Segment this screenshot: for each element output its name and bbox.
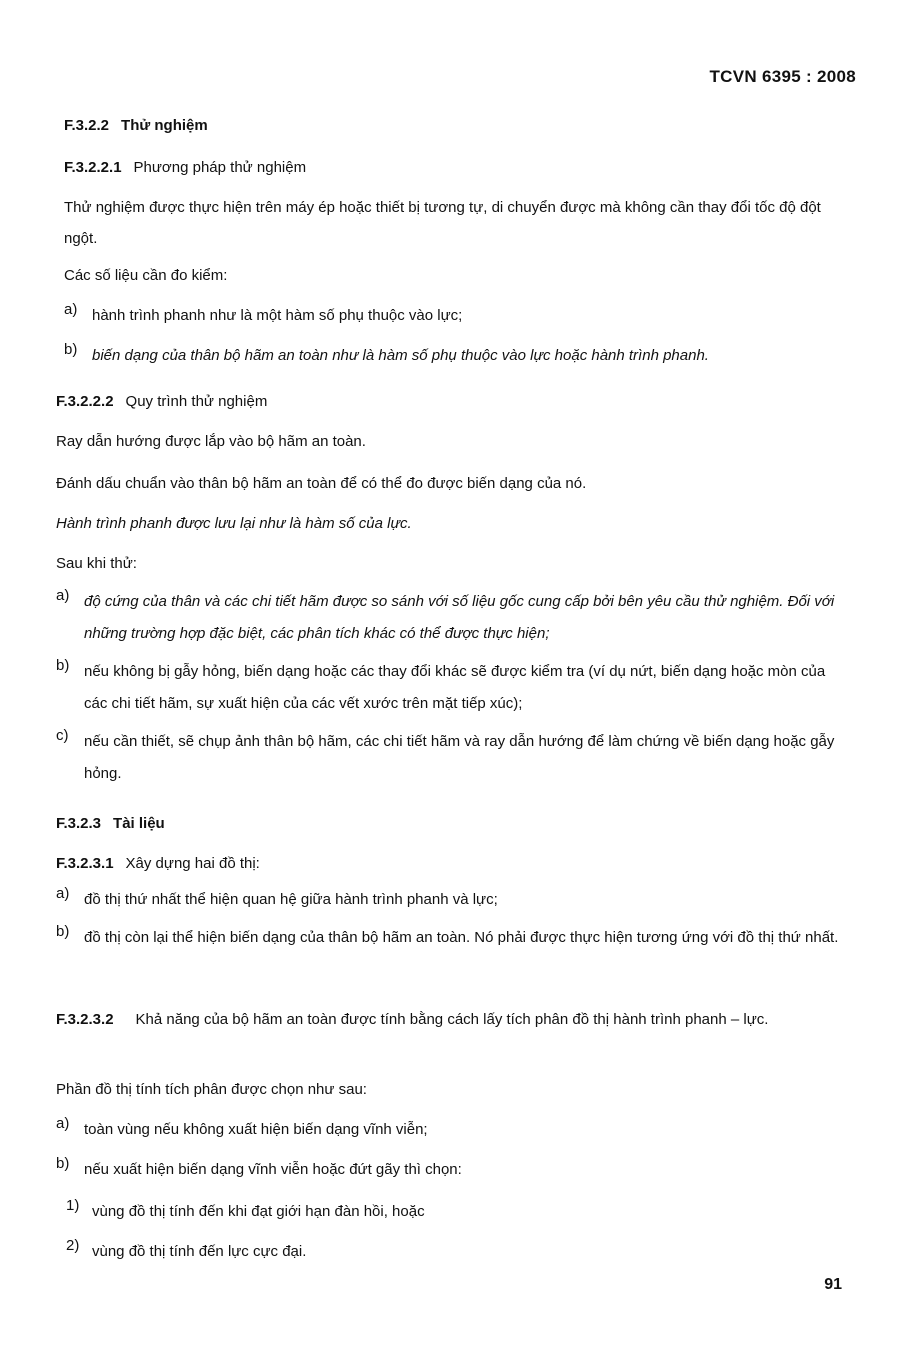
section-title: Phương pháp thử nghiệm — [133, 159, 307, 176]
list-marker: b) — [56, 1155, 70, 1172]
list-item — [56, 586, 848, 650]
section-number: F.3.2.3 — [56, 815, 102, 832]
list — [56, 1114, 848, 1186]
list-marker: a) — [56, 587, 70, 604]
section-title: Quy trình thử nghiệm — [125, 393, 268, 410]
list-text: biến dạng của thân bộ hãm an toàn như là hàm số phụ thuộc vào lực hoặc hành trình phanh. — [92, 347, 709, 364]
list-text: nếu không bị gẫy hỏng, biến dạng hoặc các thay đổi khác sẽ được kiểm tra (ví dụ nứt, biến dạng hoặc mòn của các chi tiết hãm, sự xuất hiện của các vết xước trên mặt tiếp xúc); — [84, 663, 826, 712]
standard-header: TCVN 6395 : 2008 — [709, 67, 856, 86]
list-marker: b) — [64, 341, 78, 358]
list-item — [56, 656, 848, 720]
list-marker: a) — [56, 1115, 70, 1132]
list-text: đồ thị thứ nhất thể hiện quan hệ giữa hành trình phanh và lực; — [84, 891, 498, 908]
list-item — [66, 1236, 858, 1268]
paragraph: Thử nghiệm được thực hiện trên máy ép hoặc thiết bị tương tự, di chuyển được mà không cần thay đổi tốc độ đột ngột. — [64, 199, 821, 247]
list-marker: a) — [64, 301, 78, 318]
list-item — [66, 1196, 858, 1228]
sub-list — [66, 1196, 858, 1268]
list-text: độ cứng của thân và các chi tiết hãm được so sánh với số liệu gốc cung cấp bởi bên yêu cầu thử nghiệm. Đối với những trường hợp đặc biệt, các phân tích khác có thể được thực hiện; — [84, 593, 835, 642]
list-marker: b) — [56, 657, 70, 674]
section-title: Xây dựng hai đồ thị: — [125, 855, 260, 872]
list-marker: 1) — [66, 1197, 80, 1214]
section-number: F.3.2.3.1 — [56, 855, 114, 872]
list-text: vùng đồ thị tính đến lực cực đại. — [92, 1243, 307, 1260]
section-heading-f323 — [56, 814, 848, 834]
list-marker: a) — [56, 885, 70, 902]
paragraph: Hành trình phanh được lưu lại như là hàm số của lực. — [56, 515, 412, 532]
section-title: Tài liệu — [113, 815, 165, 832]
section-number: F.3.2.2.1 — [64, 159, 122, 176]
list-item — [56, 1154, 848, 1186]
list-text: nếu cần thiết, sẽ chụp ảnh thân bộ hãm, các chi tiết hãm và ray dẫn hướng để làm chứng về biến dạng hoặc gẫy hỏng. — [84, 733, 835, 782]
list-marker: c) — [56, 727, 69, 744]
list — [64, 300, 856, 372]
section-heading-f3231 — [56, 854, 848, 874]
paragraph: Sau khi thử: — [56, 555, 137, 572]
list-item — [56, 1114, 848, 1146]
list-item — [56, 922, 848, 954]
page-number: 91 — [824, 1276, 842, 1293]
list — [56, 586, 848, 790]
paragraph: Đánh dấu chuẩn vào thân bộ hãm an toàn để có thể đo được biến dạng của nó. — [56, 475, 587, 492]
section-text: Khả năng của bộ hãm an toàn được tính bằng cách lấy tích phân đồ thị hành trình phanh – lực. — [135, 1011, 769, 1028]
section-number: F.3.2.2 — [64, 117, 110, 134]
list-marker: 2) — [66, 1237, 80, 1254]
list-text: hành trình phanh như là một hàm số phụ thuộc vào lực; — [92, 307, 463, 324]
list-marker: b) — [56, 923, 70, 940]
section-heading-f3222 — [64, 116, 856, 136]
paragraph: Phần đồ thị tính tích phân được chọn như sau: — [56, 1081, 367, 1098]
list-text: toàn vùng nếu không xuất hiện biến dạng vĩnh viễn; — [84, 1121, 428, 1138]
section-number: F.3.2.2.2 — [56, 393, 114, 410]
list-item — [64, 340, 856, 372]
paragraph: Ray dẫn hướng được lắp vào bộ hãm an toàn. — [56, 433, 366, 450]
list-item — [64, 300, 856, 332]
section-title: Thử nghiệm — [121, 117, 208, 134]
paragraph: Các số liệu cần đo kiểm: — [64, 267, 228, 284]
section-heading-f32221 — [64, 158, 856, 178]
list — [56, 884, 848, 954]
list-text: vùng đồ thị tính đến khi đạt giới hạn đàn hồi, hoặc — [92, 1203, 425, 1220]
section-paragraph-f3232 — [56, 1004, 848, 1035]
section-number: F.3.2.3.2 — [56, 1011, 114, 1028]
section-heading-f32222 — [56, 392, 848, 412]
list-item — [56, 726, 848, 790]
list-text: đồ thị còn lại thể hiện biến dạng của thân bộ hãm an toàn. Nó phải được thực hiện tương ứng với đồ thị thứ nhất. — [84, 929, 839, 946]
list-text: nếu xuất hiện biến dạng vĩnh viễn hoặc đứt gãy thì chọn: — [84, 1161, 462, 1178]
list-item — [56, 884, 848, 916]
